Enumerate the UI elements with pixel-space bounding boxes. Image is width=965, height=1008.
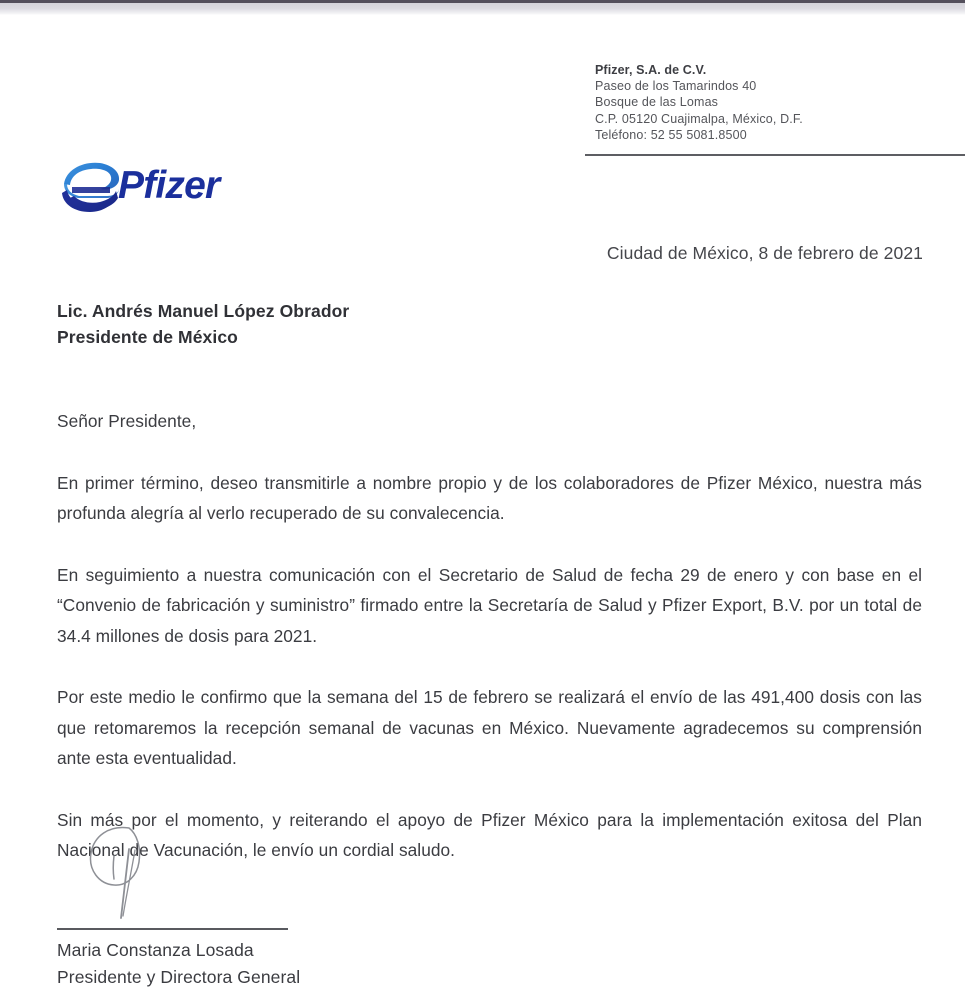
recipient-name: Lic. Andrés Manuel López Obrador bbox=[57, 301, 350, 321]
signer-title: Presidente y Directora General bbox=[57, 967, 301, 987]
viewer-chrome-strip bbox=[0, 0, 965, 15]
viewer-toolbar-band bbox=[0, 3, 965, 15]
letterhead-address-line-3: C.P. 05120 Cuajimalpa, México, D.F. bbox=[595, 111, 803, 126]
signature-line bbox=[57, 928, 288, 930]
letterhead-address-block bbox=[595, 62, 955, 143]
body-paragraph-2: En seguimiento a nuestra comunicación con el Secretario de Salud de fecha 29 de enero y con base en el “Convenio de fabricación y suministro” firmado entre la Secretaría de Salud y Pfizer Export, B.V. por un total de 34.4 millones de dosis para 2021. bbox=[57, 564, 922, 646]
letter-body bbox=[57, 406, 922, 866]
body-paragraph-4: Sin más por el momento, y reiterando el apoyo de Pfizer México para la implementación exitosa del Plan Nacional de Vacunación, le envío un cordial saludo. bbox=[57, 809, 922, 860]
recipient-block bbox=[57, 298, 349, 350]
letterhead-company-name: Pfizer, S.A. de C.V. bbox=[595, 63, 707, 77]
body-paragraph-1: En primer término, deseo transmitirle a nombre propio y de los colaboradores de Pfizer México, nuestra más profunda alegría al verlo recuperado de su convalecencia. bbox=[57, 472, 922, 523]
signer-name: Maria Constanza Losada bbox=[57, 940, 254, 960]
pfizer-ribbon-logo-icon bbox=[60, 160, 122, 218]
recipient-title: Presidente de México bbox=[57, 327, 238, 347]
letterhead-address-line-2: Bosque de las Lomas bbox=[595, 95, 719, 110]
letterhead-divider-rule bbox=[585, 154, 965, 156]
pfizer-wordmark: Pfizer bbox=[118, 164, 220, 207]
signer-info bbox=[57, 937, 397, 991]
handwritten-signature-icon bbox=[57, 822, 187, 926]
letter-date: Ciudad de México, 8 de febrero de 2021 bbox=[606, 243, 923, 263]
signature-block bbox=[57, 822, 397, 991]
salutation: Señor Presidente, bbox=[57, 411, 197, 431]
letterhead-address-line-1: Paseo de los Tamarindos 40 bbox=[595, 79, 757, 94]
body-paragraph-3: Por este medio le confirmo que la semana del 15 de febrero se realizará el envío de las 491,400 dosis con las que retomaremos la recepción semanal de vacunas en México. Nuevamente agradecemos su comprensión ante esta eventualidad. bbox=[57, 687, 922, 768]
pfizer-logo bbox=[60, 158, 260, 222]
letterhead-phone: Teléfono: 52 55 5081.8500 bbox=[595, 127, 747, 142]
